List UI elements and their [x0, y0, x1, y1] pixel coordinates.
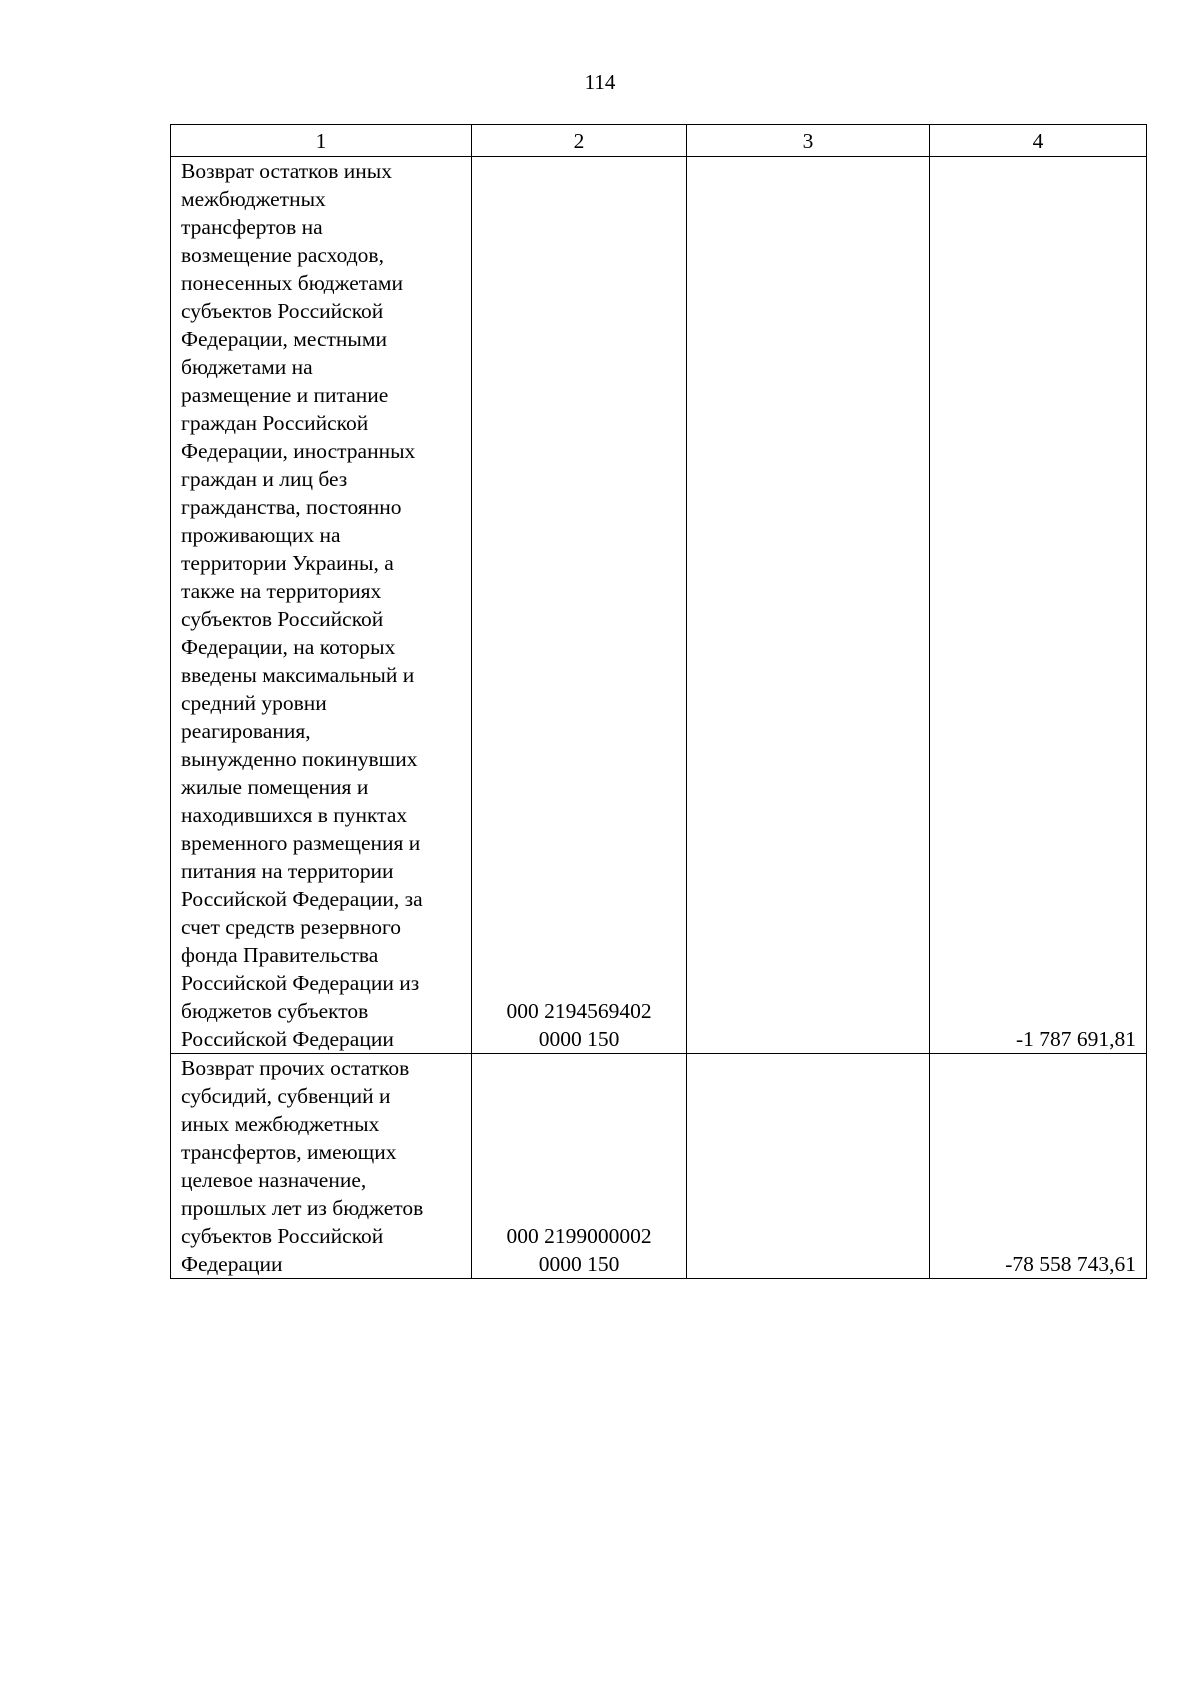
column-header-1: 1	[171, 125, 472, 157]
row-col3	[687, 157, 930, 1054]
table-row	[171, 1054, 1147, 1279]
page-number: 114	[584, 70, 616, 94]
row-name: Возврат прочих остатков субсидий, субвенций и иных межбюджетных трансфертов, имеющих целевое назначение, прошлых лет из бюджетов субъектов Российской Федерации	[171, 1054, 472, 1279]
column-header-3: 3	[687, 125, 930, 157]
row-code: 000 2194569402 0000 150	[472, 157, 687, 1054]
row-amount: -78 558 743,61	[930, 1054, 1147, 1279]
budget-table	[170, 124, 1147, 1279]
table-row	[171, 157, 1147, 1054]
table-header-row	[171, 125, 1147, 157]
row-name: Возврат остатков иных межбюджетных трансфертов на возмещение расходов, понесенных бюджетами субъектов Российской Федерации, местными бюджетами на размещение и питание граждан Российской Федерации, иностранных граждан и лиц без гражданства, постоянно проживающих на территории Украины, а также на территориях субъектов Российской Федерации, на которых введены максимальный и средний уровни реагирования, вынужденно покинувших жилые помещения и находившихся в пунктах временного размещения и питания на территории Российской Федерации, за счет средств резервного фонда Правительства Российской Федерации из бюджетов субъектов Российской Федерации	[171, 157, 472, 1054]
column-header-4: 4	[930, 125, 1147, 157]
row-amount: -1 787 691,81	[930, 157, 1147, 1054]
row-code: 000 2199000002 0000 150	[472, 1054, 687, 1279]
column-header-2: 2	[472, 125, 687, 157]
row-col3	[687, 1054, 930, 1279]
